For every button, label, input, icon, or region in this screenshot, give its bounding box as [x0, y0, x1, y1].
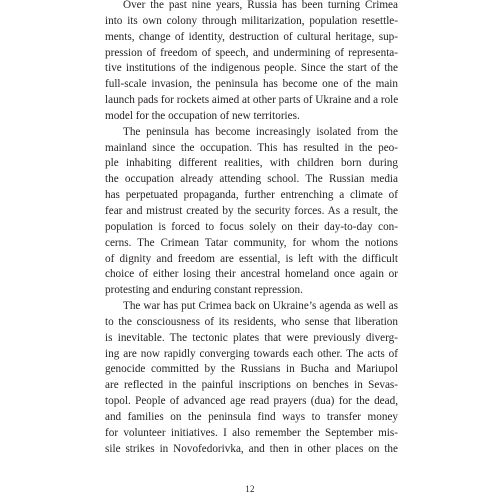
- text-line: ing are now rapidly converging towards each other. The acts of: [105, 347, 398, 360]
- text-line: to the consciousness of its residents, who sense that liberation: [105, 315, 398, 328]
- text-line: pression of freedom of speech, and undermining of representa-: [105, 46, 398, 59]
- body-text: [105, 0, 398, 457]
- text-line: is inevitable. The tectonic plates that were previously diverg-: [105, 331, 398, 344]
- text-line: choice of either losing their ancestral homeland once again or: [105, 268, 398, 281]
- text-line: topol. People of advanced age read prayers (dua) for the dead,: [105, 395, 398, 408]
- text-line: The war has put Crimea back on Ukraine’s agenda as well as: [123, 300, 398, 313]
- paragraph-2: [105, 125, 398, 299]
- text-line: cerns. The Crimean Tatar community, for whom the notions: [105, 236, 398, 249]
- text-line: Over the past nine years, Russia has been turning Crimea: [123, 0, 398, 11]
- text-line: and families on the peninsula find ways to transfer money: [105, 410, 398, 423]
- text-line: protesting and enduring constant repression.: [105, 284, 303, 297]
- text-line: genocide committed by the Russians in Bucha and Mariupol: [105, 363, 398, 376]
- text-line: are reflected in the painful inscriptions on benches in Sevas-: [105, 379, 398, 392]
- paragraph-3: [105, 299, 398, 457]
- text-line: model for the occupation of new territories.: [105, 109, 300, 122]
- text-line: for volunteer initiatives. I also remember the September mis-: [105, 426, 398, 439]
- text-line: has perpetuated propaganda, further entrenching a climate of: [105, 189, 398, 202]
- paragraph-1: [105, 0, 398, 125]
- text-line: population is forced to focus solely on their day-to-day con-: [105, 220, 398, 233]
- text-line: The peninsula has become increasingly isolated from the: [123, 125, 398, 138]
- text-line: full-scale invasion, the peninsula has become one of the main: [105, 78, 398, 91]
- page-number: 12: [245, 484, 255, 494]
- text-line: tive institutions of the indigenous people. Since the start of the: [105, 62, 398, 75]
- text-line: into its own colony through militarization, population resettle-: [105, 14, 398, 27]
- text-line: sile strikes in Novofedorivka, and then in other places on the: [105, 442, 398, 455]
- text-line: fear and mistrust created by the security forces. As a result, the: [105, 204, 398, 217]
- text-line: mainland since the occupation. This has resulted in the peo-: [105, 141, 398, 154]
- text-line: ments, change of identity, destruction of cultural heritage, sup-: [105, 30, 398, 43]
- text-line: ple inhabiting different realities, with children born during: [105, 157, 398, 170]
- text-line: launch pads for rockets aimed at other parts of Ukraine and a role: [105, 94, 399, 107]
- text-line: the occupation already attending school. The Russian media: [105, 173, 398, 186]
- text-line: of dignity and freedom are essential, is left with the difficult: [105, 252, 398, 265]
